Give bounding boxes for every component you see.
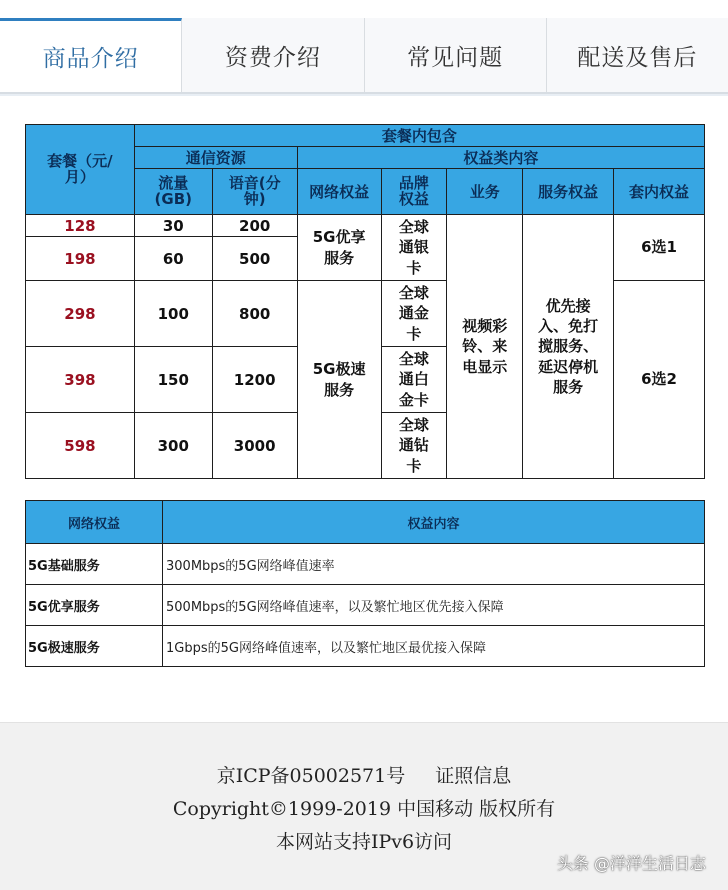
rights-content-header: 权益类内容 [297,147,704,169]
service-content: 视频彩铃、来电显示 [447,215,523,479]
benefit-network-header: 网络权益 [26,501,163,544]
top-strip [0,0,728,18]
plan-price: 398 [26,347,135,413]
tab-divider [0,94,728,96]
footer [0,722,728,890]
benefit-table [25,500,705,667]
plan-voice: 3000 [212,413,297,479]
plan-table [25,124,705,479]
benefit-desc: 300Mbps的5G网络峰值速率 [163,544,705,585]
benefit-content-header: 权益内容 [163,501,705,544]
plan-voice: 1200 [212,347,297,413]
brand-rights-header: 品牌权益 [381,169,447,215]
plan-price: 298 [26,281,135,347]
benefit-desc: 1Gbps的5G网络峰值速率，以及繁忙地区最优接入保障 [163,626,705,667]
in-plan-choice-1: 6选1 [614,215,705,281]
brand-silver-card: 全球通银卡 [381,215,447,281]
plan-data: 30 [134,215,212,237]
ipv6-text: 本网站支持IPv6访问 [275,831,453,853]
tab-bar [0,18,728,94]
copyright-text: Copyright©1999-2019 中国移动 版权所有 [172,798,556,820]
license-link[interactable]: 证照信息 [435,765,512,787]
brand-gold-card: 全球通金卡 [381,281,447,347]
footer-line-1 [0,761,728,788]
included-header: 套餐内包含 [134,125,704,147]
plan-data: 300 [134,413,212,479]
network-rights-premium: 5G优享服务 [297,215,381,281]
data-header: 流量(GB) [134,169,212,215]
tab-product-intro[interactable]: 商品介绍 [0,18,182,92]
benefit-name: 5G基础服务 [26,544,163,585]
plan-price: 598 [26,413,135,479]
comm-resources-header: 通信资源 [134,147,297,169]
watermark: 头条 @洋洋生活日志 [556,854,706,873]
benefit-desc: 500Mbps的5G网络峰值速率，以及繁忙地区优先接入保障 [163,585,705,626]
plan-data: 150 [134,347,212,413]
tab-delivery-aftersales[interactable]: 配送及售后 [547,18,728,92]
service-rights-header: 服务权益 [523,169,614,215]
brand-diamond-card: 全球通钻卡 [381,413,447,479]
plan-price: 198 [26,237,135,281]
service-rights-content: 优先接入、免打搅服务、延迟停机服务 [523,215,614,479]
brand-platinum-card: 全球通白金卡 [381,347,447,413]
plan-data: 60 [134,237,212,281]
plan-header: 套餐（元/月） [26,125,135,215]
plan-data: 100 [134,281,212,347]
in-plan-choice-2: 6选2 [614,281,705,479]
in-plan-rights-header: 套内权益 [614,169,705,215]
benefit-name: 5G极速服务 [26,626,163,667]
icp-link[interactable]: 京ICP备05002571号 [216,765,406,787]
plan-price: 128 [26,215,135,237]
plan-voice: 200 [212,215,297,237]
tab-tariff-intro[interactable]: 资费介绍 [182,18,364,92]
network-rights-extreme: 5G极速服务 [297,281,381,479]
plan-voice: 800 [212,281,297,347]
tab-faq[interactable]: 常见问题 [365,18,547,92]
voice-header: 语音(分钟) [212,169,297,215]
service-header: 业务 [447,169,523,215]
network-rights-header: 网络权益 [297,169,381,215]
plan-voice: 500 [212,237,297,281]
benefit-name: 5G优享服务 [26,585,163,626]
